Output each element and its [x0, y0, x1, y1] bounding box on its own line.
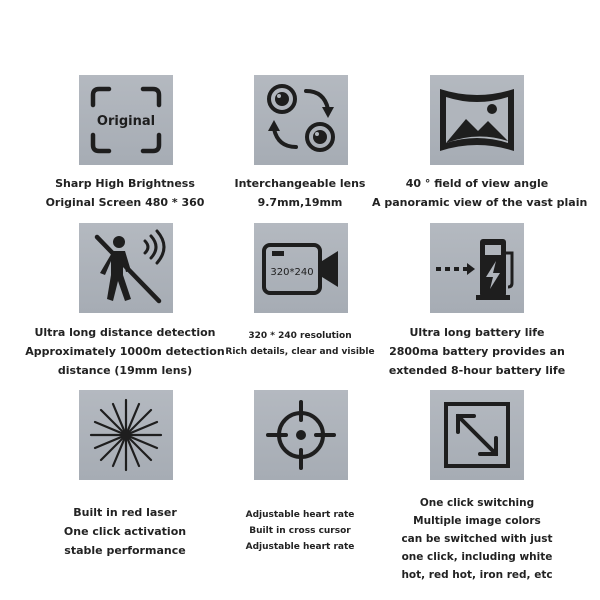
interchangeable-lens-icon — [254, 75, 348, 165]
feature-caption-2 — [205, 174, 395, 212]
crosshair-icon — [254, 390, 348, 480]
laser-tile — [79, 390, 173, 480]
caption-line: Adjustable heart rate — [245, 542, 355, 552]
battery-tile — [430, 223, 524, 313]
caption-line: Ultra long battery life — [409, 326, 545, 339]
feature-caption-9 — [382, 494, 572, 584]
caption-line: Sharp High Brightness — [55, 177, 195, 190]
caption-line: Multiple image colors — [413, 515, 541, 527]
caption-line: One click switching — [419, 497, 535, 509]
video-camera-icon — [254, 223, 348, 313]
caption-line: distance (19mm lens) — [57, 364, 193, 377]
caption-line: A panoramic view of the vast plain — [372, 196, 588, 209]
feature-caption-6 — [382, 323, 572, 380]
caption-line: Built in cross cursor — [249, 526, 351, 536]
caption-line: Built in red laser — [73, 506, 177, 519]
caption-line: Adjustable heart rate — [245, 510, 355, 520]
feature-caption-4 — [20, 323, 230, 380]
caption-line: Ultra long distance detection — [34, 326, 216, 339]
caption-line: Original Screen 480 * 360 — [45, 196, 205, 209]
feature-caption-7 — [30, 503, 220, 560]
feature-caption-8 — [205, 507, 395, 555]
original-screen-tile — [79, 75, 173, 165]
caption-line: extended 8-hour battery life — [388, 364, 566, 377]
feature-caption-3 — [372, 174, 588, 212]
interchangeable-lens-tile — [254, 75, 348, 165]
detection-tile — [79, 223, 173, 313]
feature-caption-1 — [30, 174, 220, 212]
switching-tile — [430, 390, 524, 480]
caption-line: Interchangeable lens — [234, 177, 366, 190]
caption-line: Approximately 1000m detection — [25, 345, 225, 358]
panorama-landscape-icon — [430, 75, 524, 165]
caption-line: One click activation — [63, 525, 187, 538]
caption-line: hot, red hot, iron red, etc — [401, 569, 553, 581]
panorama-tile — [430, 75, 524, 165]
original-screen-icon — [79, 75, 173, 165]
caption-line: 2800ma battery provides an — [389, 345, 565, 358]
caption-line: Rich details, clear and visible — [225, 347, 375, 357]
caption-line: 320 * 240 resolution — [248, 331, 352, 341]
switch-arrows-icon — [430, 390, 524, 480]
caption-line: 9.7mm,19mm — [257, 196, 343, 209]
crosshair-tile — [254, 390, 348, 480]
caption-line: stable performance — [64, 544, 186, 557]
person-detection-icon — [79, 223, 173, 313]
resolution-icon-label: 320*240 — [270, 267, 314, 278]
laser-burst-icon — [79, 390, 173, 480]
resolution-tile — [254, 223, 348, 313]
caption-line: 40 ° field of view angle — [405, 177, 549, 190]
feature-caption-5 — [205, 328, 395, 360]
caption-line: one click, including white — [401, 551, 553, 563]
caption-line: can be switched with just — [401, 533, 553, 545]
original-icon-label: Original — [96, 114, 156, 129]
charging-station-icon — [430, 223, 524, 313]
